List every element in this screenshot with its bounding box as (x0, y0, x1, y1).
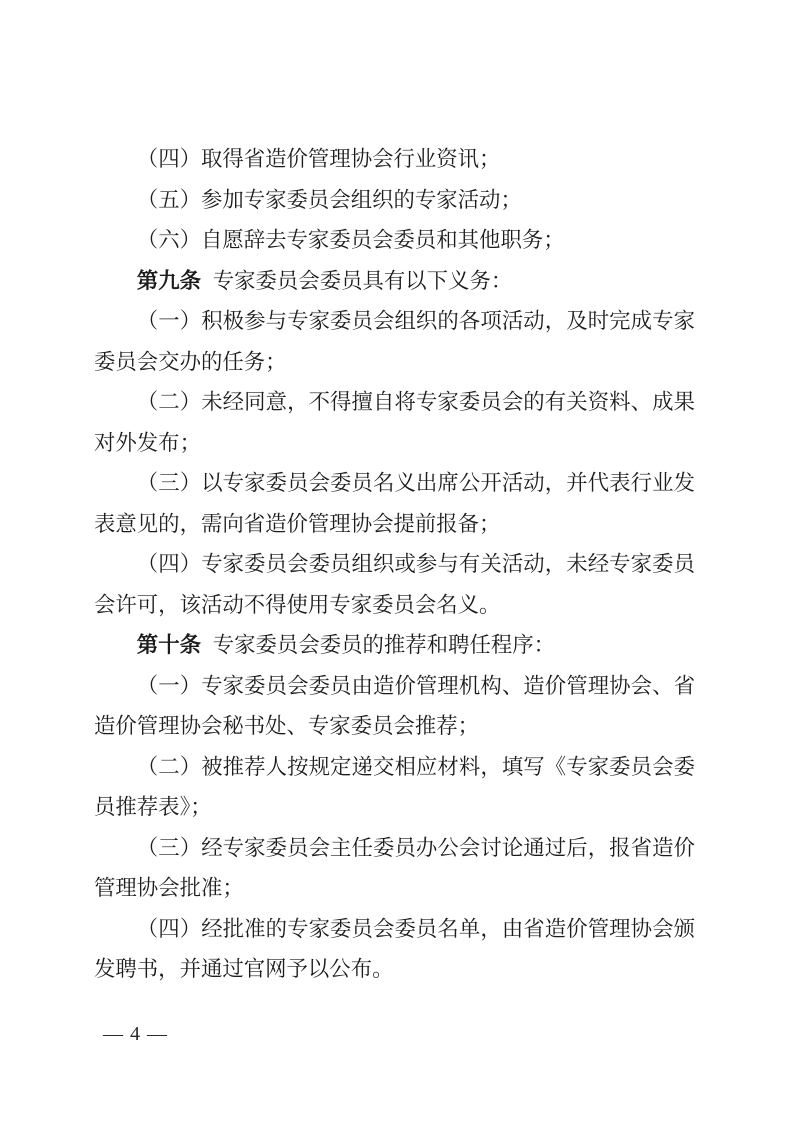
paragraph-text: （三）以专家委员会委员名义出席公开活动，并代表行业发表意见的，需向省造价管理协会提前报备； (94, 471, 695, 536)
paragraph (94, 463, 695, 544)
article-number: 第十条 (136, 633, 201, 657)
document-body (94, 139, 695, 990)
paragraph (94, 544, 695, 625)
paragraph-text: 专家委员会委员具有以下义务： (212, 268, 513, 293)
paragraph (94, 747, 695, 828)
paragraph (94, 666, 695, 747)
paragraph-text: （一）专家委员会委员由造价管理机构、造价管理协会、省造价管理协会秘书处、专家委员会推荐； (94, 673, 695, 738)
paragraph (94, 180, 695, 221)
paragraph-article-10 (94, 625, 695, 666)
paragraph (94, 828, 695, 909)
paragraph-article-9 (94, 261, 695, 302)
paragraph-text: （二）被推荐人按规定递交相应材料，填写《专家委员会委员推荐表》； (94, 754, 695, 819)
paragraph-text: （三）经专家委员会主任委员办公会讨论通过后，报省造价管理协会批准； (94, 835, 695, 900)
paragraph-text: （一）积极参与专家委员会组织的各项活动，及时完成专家委员会交办的任务； (94, 309, 695, 374)
paragraph (94, 220, 695, 261)
paragraph (94, 909, 695, 990)
paragraph (94, 139, 695, 180)
paragraph (94, 301, 695, 382)
page-number: — 4 — (103, 1023, 168, 1045)
paragraph-text: 专家委员会委员的推荐和聘任程序： (212, 633, 556, 657)
paragraph-text: （二）未经同意，不得擅自将专家委员会的有关资料、成果对外发布； (94, 390, 695, 455)
paragraph-text: （六）自愿辞去专家委员会委员和其他职务； (136, 228, 565, 252)
paragraph-text: （四）取得省造价管理协会行业资讯； (136, 147, 501, 171)
paragraph-text: （四）经批准的专家委员会委员名单，由省造价管理协会颁发聘书，并通过官网予以公布。 (94, 916, 695, 981)
article-number: 第九条 (136, 268, 201, 293)
paragraph-text: （四）专家委员会委员组织或参与有关活动，未经专家委员会许可，该活动不得使用专家委员会名义。 (94, 552, 695, 617)
paragraph (94, 382, 695, 463)
paragraph-text: （五）参加专家委员会组织的专家活动； (136, 187, 522, 212)
